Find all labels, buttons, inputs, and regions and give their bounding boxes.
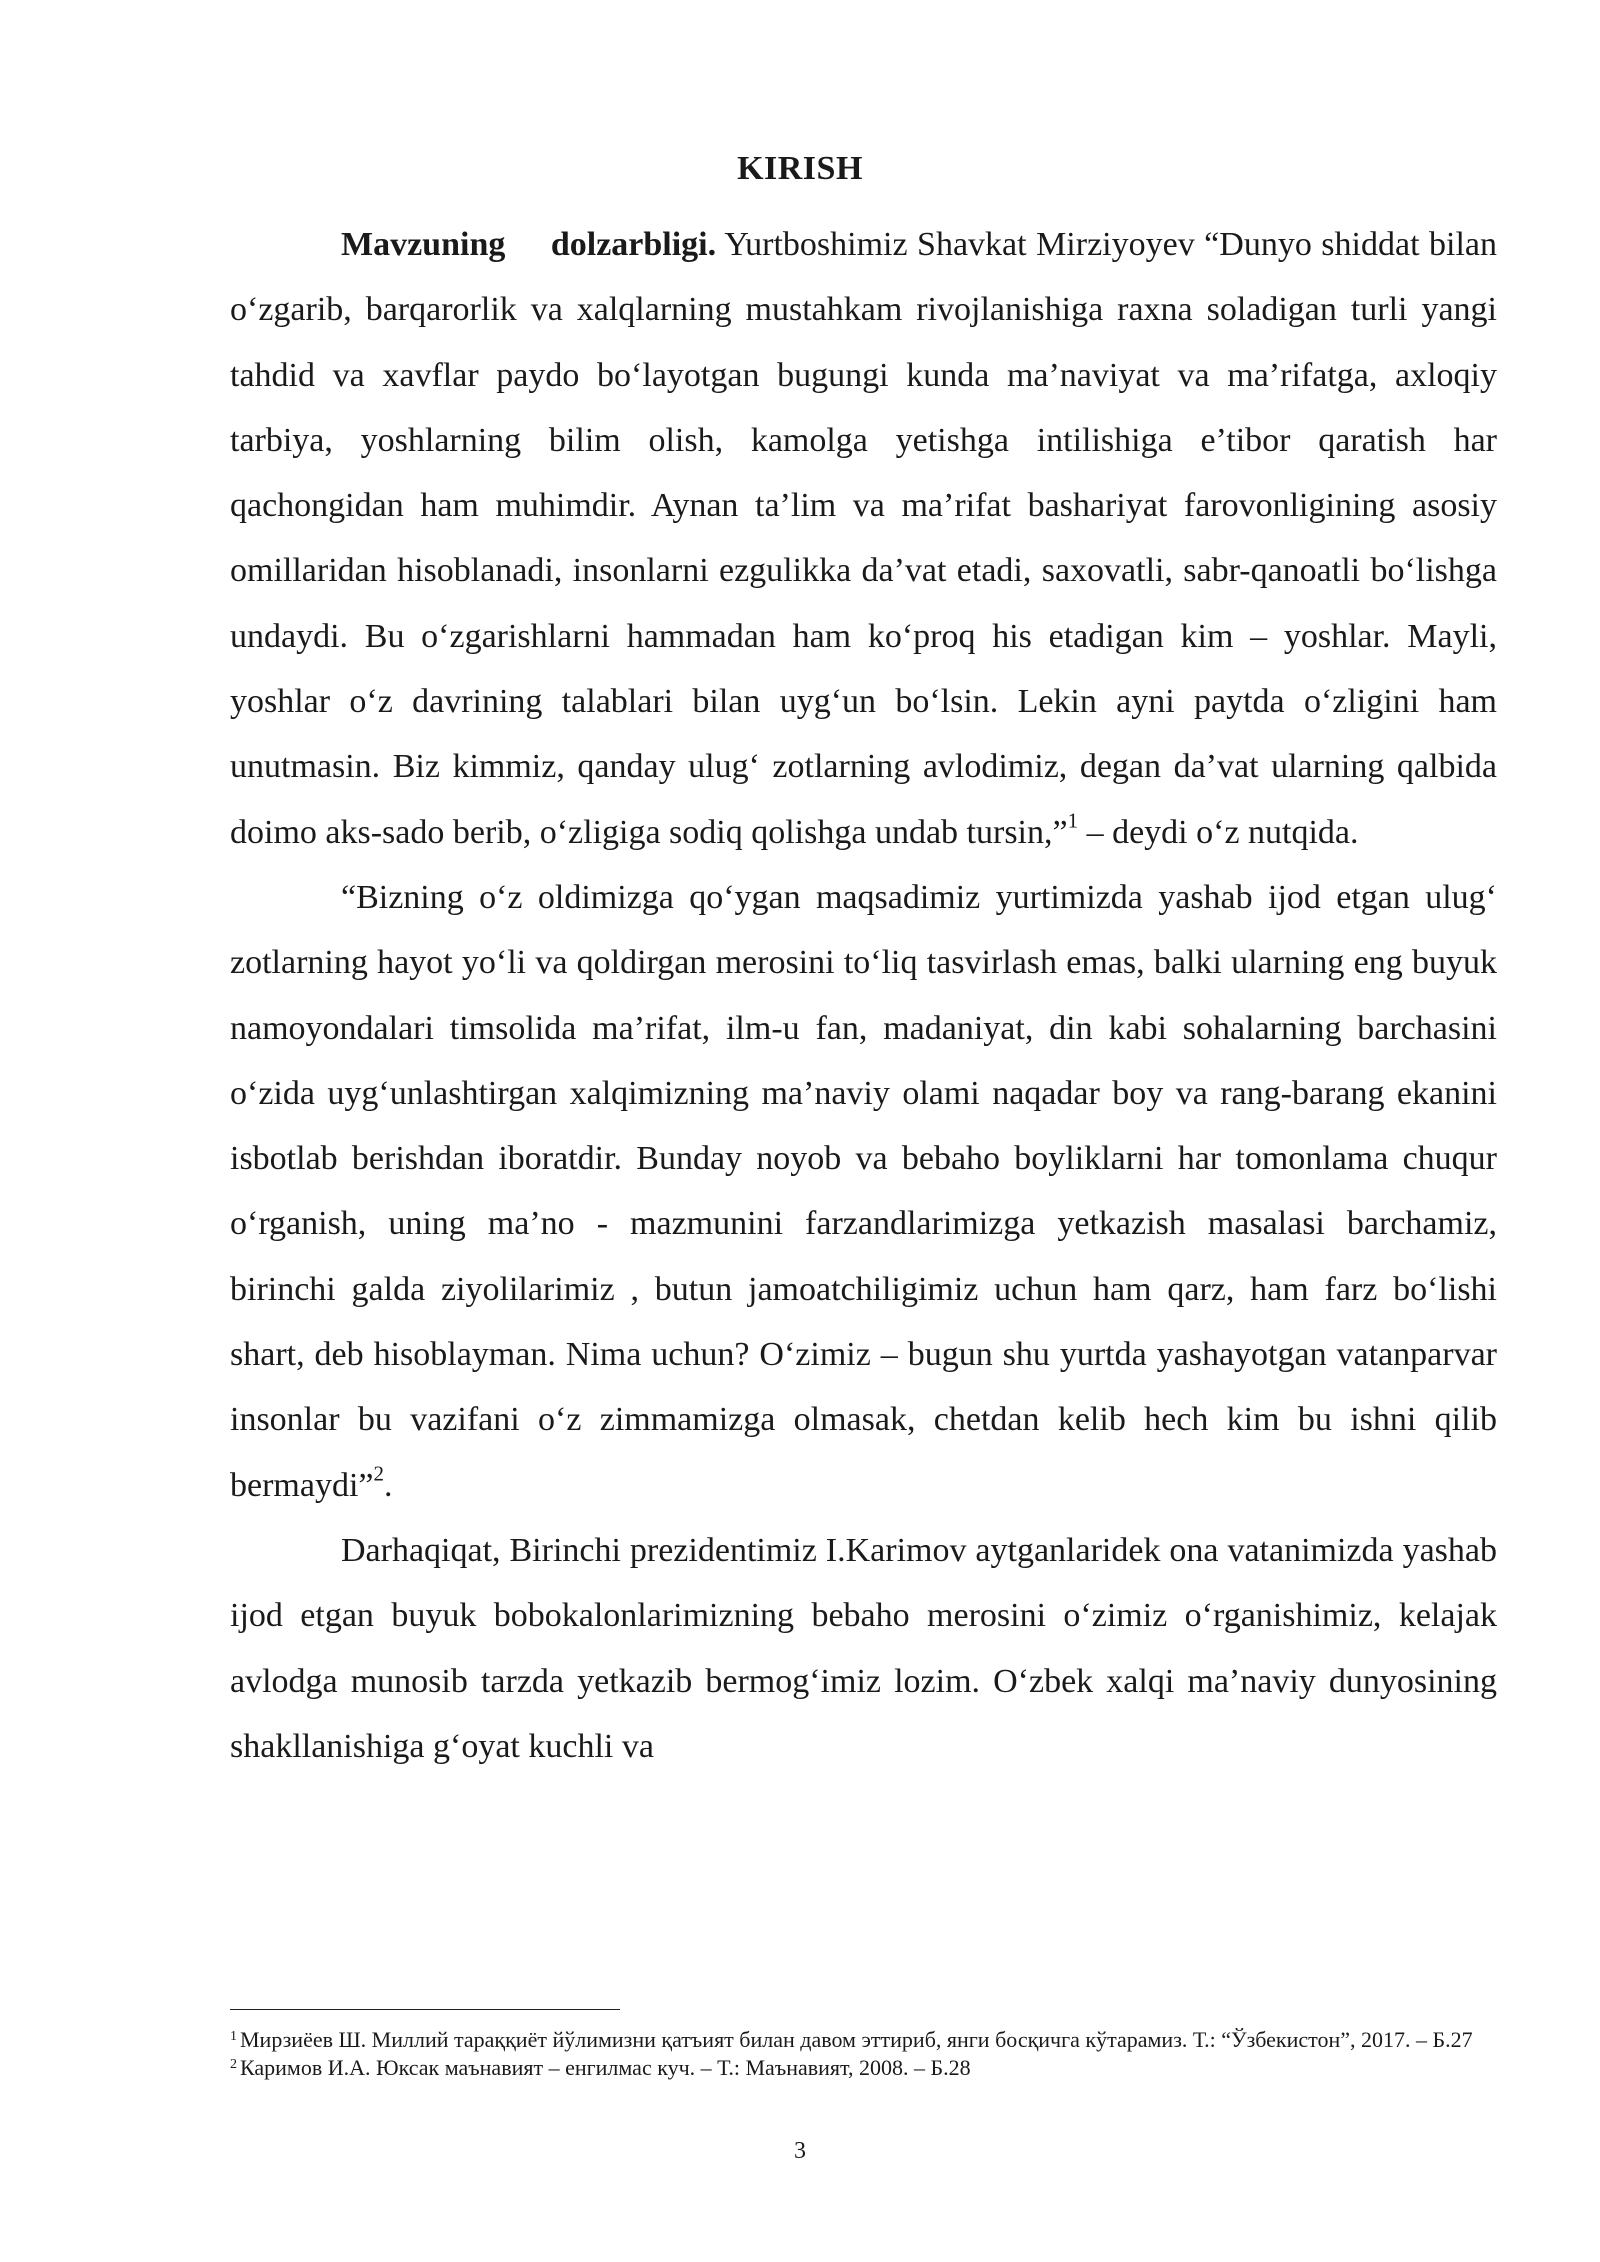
page-number: 3 [794,2138,806,2164]
main-text [230,212,1497,1779]
paragraph-text: Darhaqiqat, Birinchi prezidentimiz I.Karimov aytganlaridek ona vatanimizda yashab ijod etgan buyuk bobokalonlarimizning bebaho merosini o‘zimiz o‘rganishimiz, kelajak avlodga munosib tarzda yetkazib bermog‘imiz lozim. O‘zbek xalqi ma’naviy dunyosining shakllanishiga g‘oyat kuchli va [230,1531,1497,1765]
footnote-ref-2: 2 [373,1460,384,1485]
paragraph-text: Yurtboshimiz Shavkat Mirziyoyev “Dunyo shiddat bilan o‘zgarib, barqarorlik va xalqlarning mustahkam rivojlanishiga raxna soladigan turli yangi tahdid va xavflar paydo bo‘layotgan bugungi kunda ma’naviyat va ma’rifatga, axloqiy tarbiya, yoshlarning bilim olish, kamolga yetishga intilishiga e’tibor qaratish har qachongidan ham muhimdir. Aynan ta’lim va ma’rifat bashariyat farovonligining asosiy omillaridan hisoblanadi, insonlarni ezgulikka da’vat etadi, saxovatli, sabr-qanoatli bo‘lishga undaydi. Bu o‘zgarishlarni hammadan ham ko‘proq his etadigan kim – yoshlar. Mayli, yoshlar o‘z davrining talablari bilan uyg‘un bo‘lsin. Lekin ayni paytda o‘zligini ham unutmasin. Biz kimmiz, qanday ulug‘ zotlarning avlodimiz, degan da’vat ularning qalbida doimo aks-sado berib, o‘zligiga sodiq qolishga undab tursin,” [230,226,1497,851]
section-lead: Mavzuning dolzarbligi. [341,226,717,263]
footnote-text: Мирзиёев Ш. Миллий тараққиёт йўлимизни қатъият билан давом эттириб, янги босқичга кўтарамиз. Т.: “Ўзбекистон”, 2017. – Б.27 [240,2027,1473,2052]
paragraph-text: “Bizning o‘z oldimizga qo‘ygan maqsadimiz yurtimizda yashab ijod etgan ulug‘ zotlarning hayot yo‘li va qoldirgan merosini to‘liq tasvirlash emas, balki ularning eng buyuk namoyondalari timsolida ma’rifat, ilm-u fan, madaniyat, din kabi sohalarning barchasini o‘zida uyg‘unlashtirgan xalqimizning ma’naviy olami naqadar boy va rang-barang ekanini isbotlab berishdan iboratdir. Bunday noyob va bebaho boyliklarni har tomonlama chuqur o‘rganish, uning ma’no - mazmunini farzandlarimizga yetkazish masalasi barchamiz, birinchi galda ziyolilarimiz , butun jamoatchiligimiz uchun ham qarz, ham farz bo‘lishi shart, deb hisoblayman. Nima uchun? O‘zimiz – bugun shu yurtda yashayotgan vatanparvar insonlar bu vazifani o‘z zimmamizga olmasak, chetdan kelib hech kim bu ishni qilib bermaydi” [230,878,1497,1504]
paragraph-quote [230,865,1497,1518]
footnote-separator [230,2009,620,2010]
footnote-number: 2 [230,2057,237,2072]
paragraph-tail: . [384,1466,393,1504]
footnote-text: Каримов И.А. Юксак маънавият – енгилмас куч. – Т.: Маънавият, 2008. – Б.28 [240,2055,971,2080]
paragraph-relevance [230,212,1497,865]
footnote-1 [230,2026,1497,2054]
page-title: KIRISH [737,150,863,187]
footnote-2 [230,2054,1497,2082]
footnote-number: 1 [230,2029,237,2044]
footnote-ref-1: 1 [1067,807,1079,832]
footnotes [230,2026,1497,2082]
paragraph-karimov [230,1518,1497,1779]
paragraph-tail: – deydi o‘z nutqida. [1078,813,1359,851]
